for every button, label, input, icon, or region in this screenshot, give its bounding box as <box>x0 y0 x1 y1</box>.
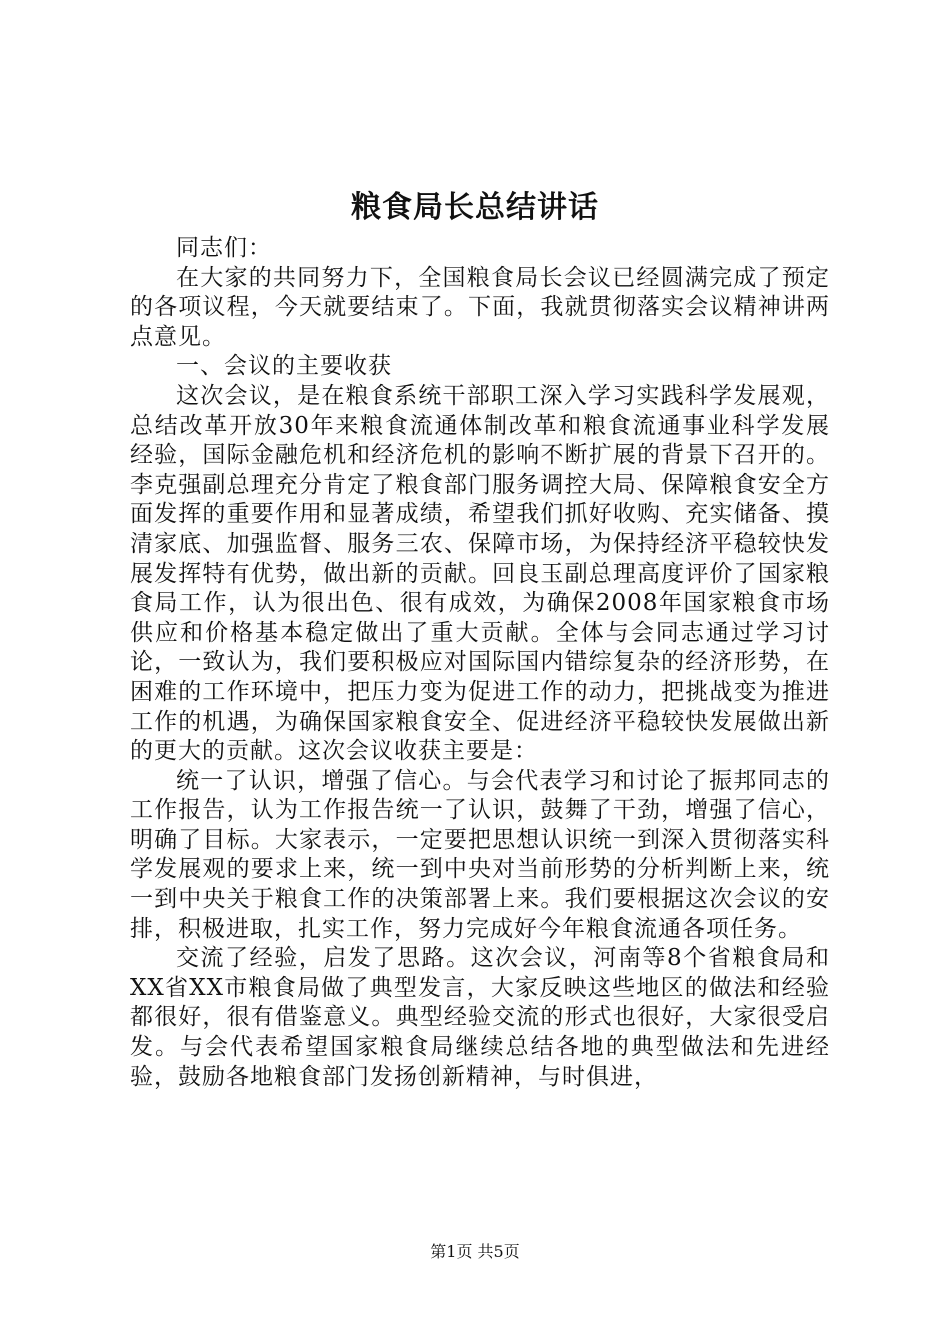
document-title: 粮食局长总结讲话 <box>351 190 599 225</box>
paragraph-exchanged-experience: 交流了经验，启发了思路。这次会议，河南等8个省粮食局和XX省XX市粮食局做了典型发言，大家反映这些地区的做法和经验都很好，很有借鉴意义。典型经验交流的形式也很好，大家很受启发。与会代表希望国家粮食局继续总结各地的典型做法和先进经验，鼓励各地粮食部门发扬创新精神，与时俱进， <box>130 945 830 1090</box>
paragraph-meeting-summary: 这次会议，是在粮食系统干部职工深入学习实践科学发展观，总结改革开放30年来粮食流通体制改革和粮食流通事业科学发展经验，国际金融危机和经济危机的影响不断扩展的背景下召开的。李克强副总理充分肯定了粮食部门服务调控大局、保障粮食安全方面发挥的重要作用和显著成绩，希望我们抓好收购、充实储备、摸清家底、加强监督、服务三农、保障市场，为保持经济平稳较快发展发挥特有优势，做出新的贡献。回良玉副总理高度评价了国家粮食局工作，认为很出色、很有成效，为确保2008年国家粮食市场供应和价格基本稳定做出了重大贡献。全体与会同志通过学习讨论，一致认为，我们要积极应对国际国内错综复杂的经济形势，在困难的工作环境中，把压力变为促进工作的动力，把挑战变为推进工作的机遇，为确保国家粮食安全、促进经济平稳较快发展做出新的更大的贡献。这次会议收获主要是： <box>130 382 830 765</box>
section-heading: 一、会议的主要收获 <box>176 353 392 380</box>
document-body <box>130 234 830 1092</box>
salutation: 同志们： <box>176 235 272 261</box>
page-footer: 第1页 共5页 <box>430 1242 520 1261</box>
paragraph-intro: 在大家的共同努力下，全国粮食局长会议已经圆满完成了预定的各项议程，今天就要结束了。下面，我就贯彻落实会议精神讲两点意见。 <box>130 264 830 350</box>
paragraph-unified-understanding: 统一了认识，增强了信心。与会代表学习和讨论了振邦同志的工作报告，认为工作报告统一了认识，鼓舞了干劲，增强了信心，明确了目标。大家表示，一定要把思想认识统一到深入贯彻落实科学发展观的要求上来，统一到中央对当前形势的分析判断上来，统一到中央关于粮食工作的决策部署上来。我们要根据这次会议的安排，积极进取，扎实工作，努力完成好今年粮食流通各项任务。 <box>130 767 830 942</box>
